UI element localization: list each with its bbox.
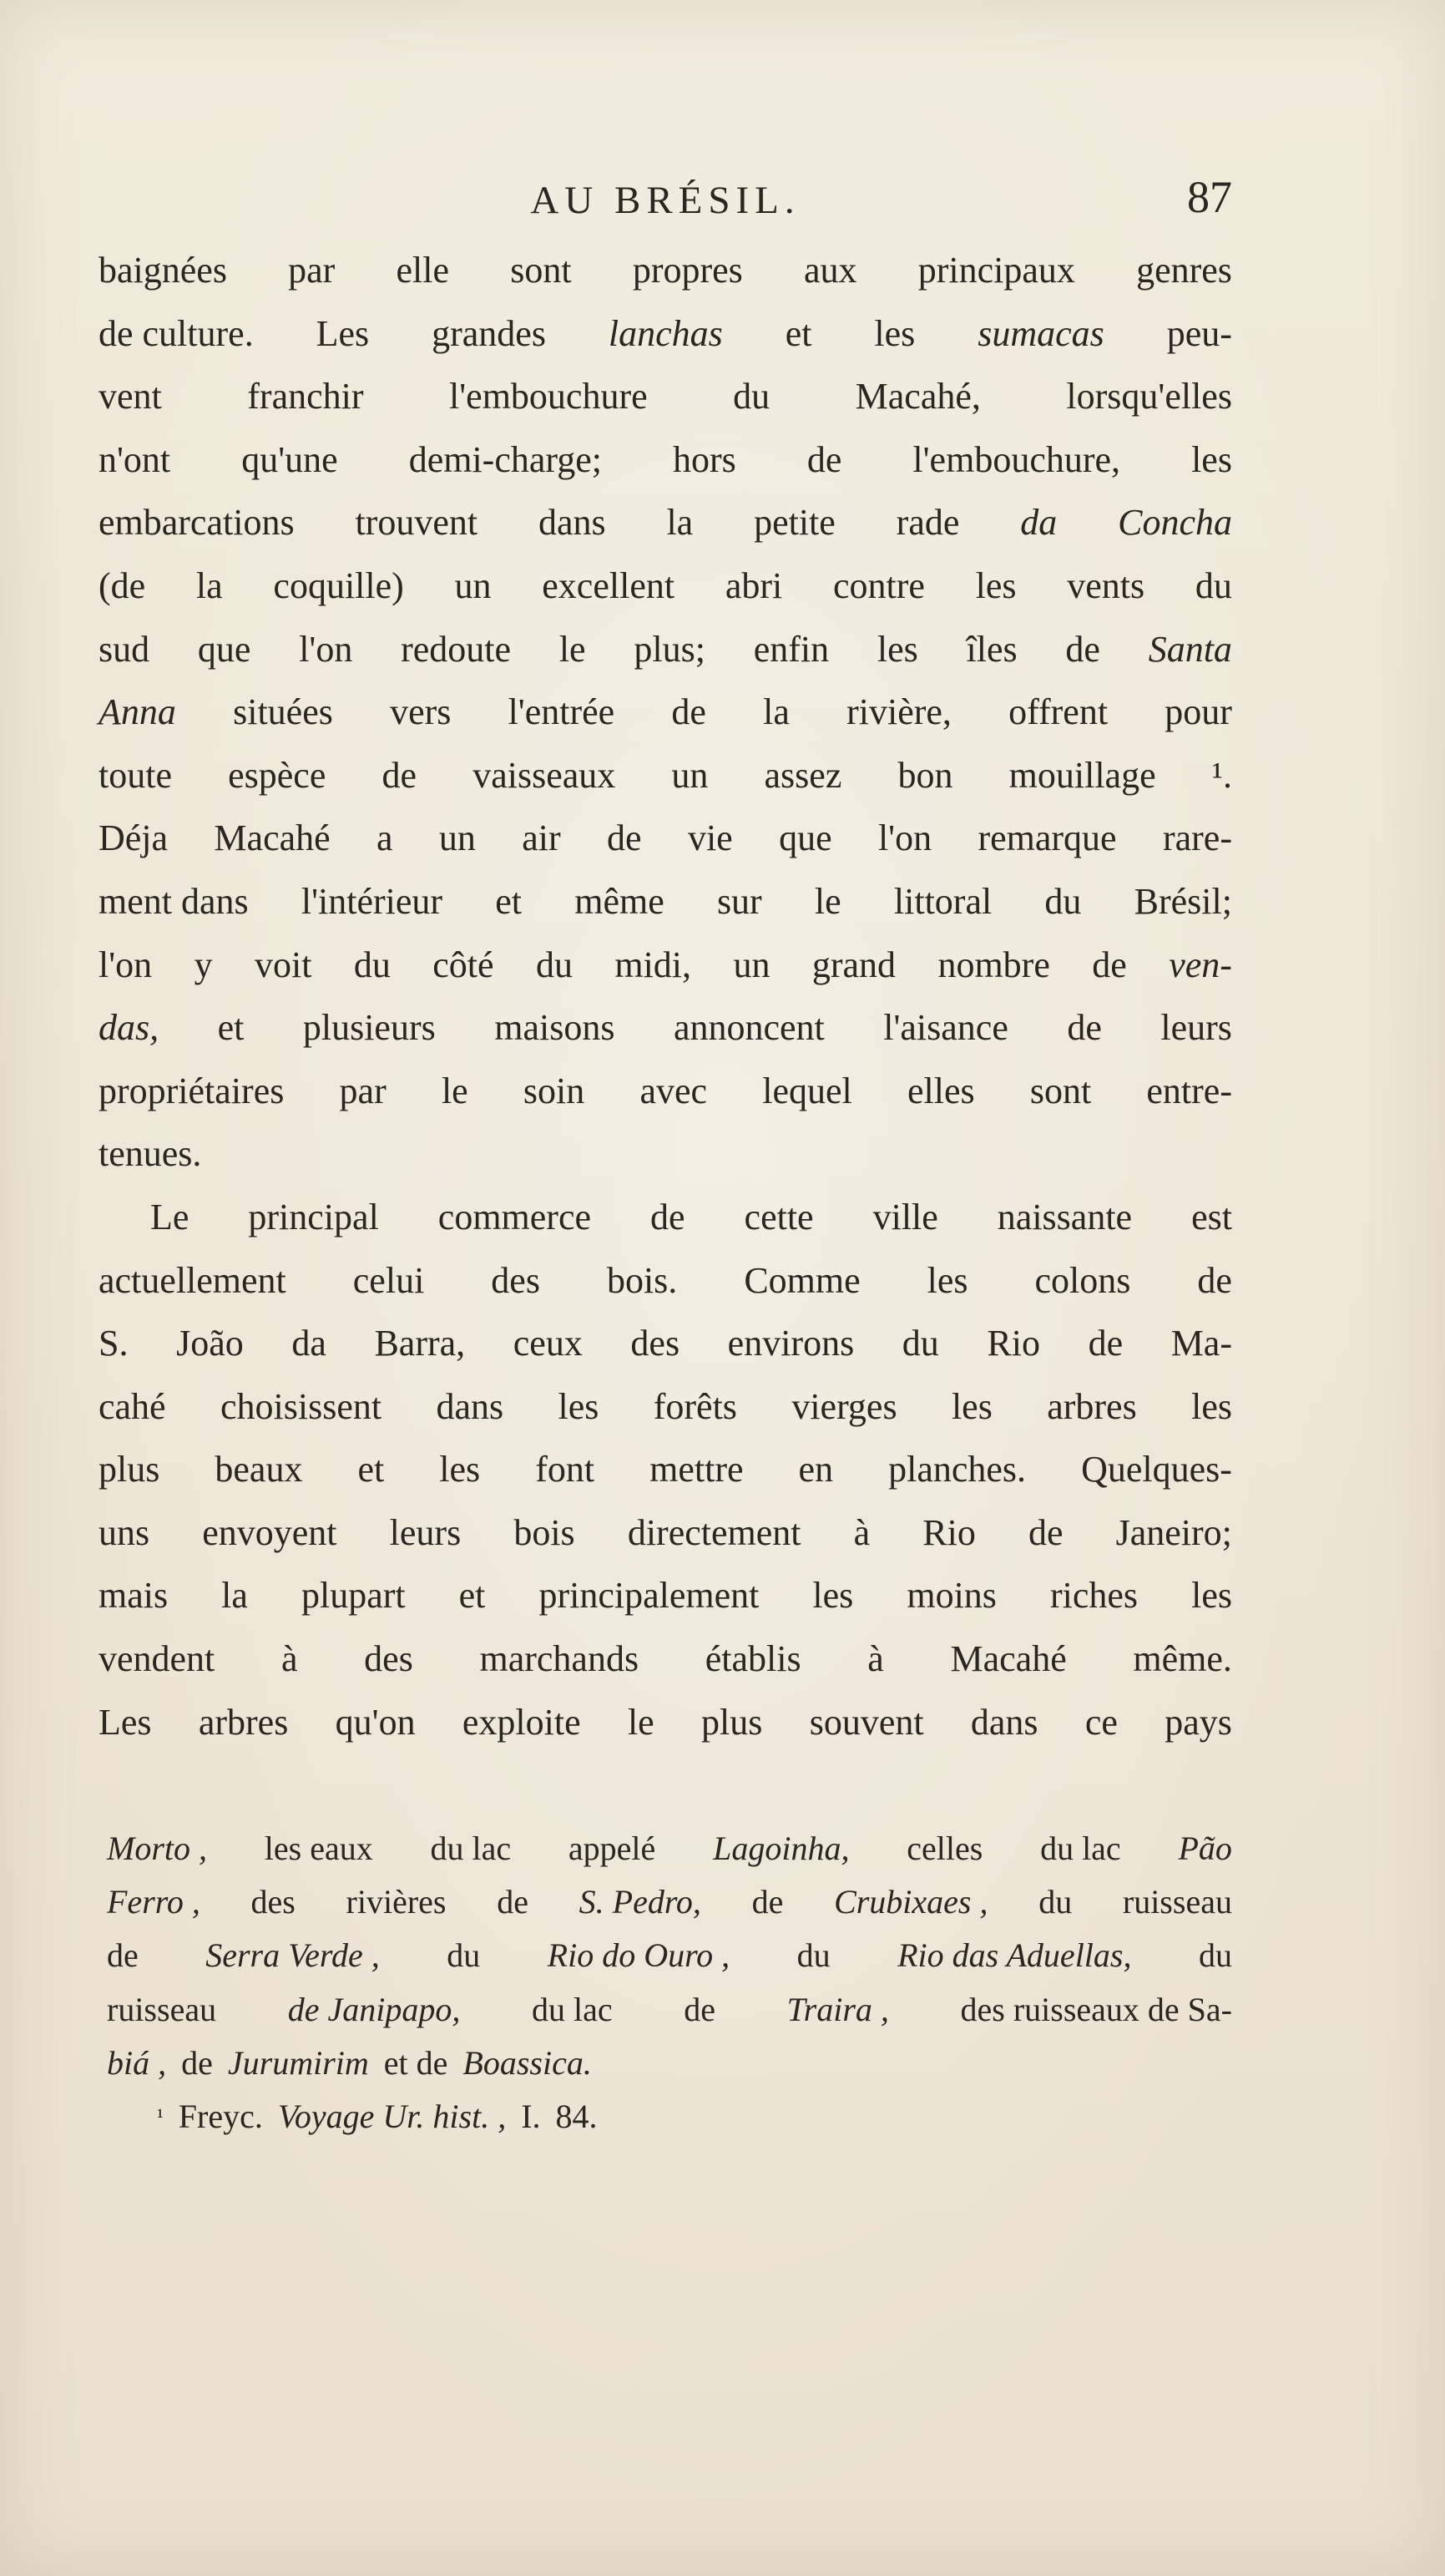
footnote-line: Morto , les eaux du lac appelé Lagoinha, celles du lac Pão (107, 1830, 1232, 1867)
text-line: mais la plupart et principalement les moins riches les (99, 1575, 1232, 1617)
text-line: uns envoyent leurs bois directement à Rio de Janeiro; (99, 1511, 1232, 1553)
text-line: cahé choisissent dans les forêts vierges les arbres les (99, 1385, 1232, 1427)
text-line: S. João da Barra, ceux des environs du Rio de Ma- (99, 1323, 1232, 1364)
text-line: tenues. (99, 1133, 202, 1175)
footnote-line: Ferro , des rivières de S. Pedro, de Crubixaes , du ruisseau (107, 1883, 1232, 1921)
text-line: de culture. Les grandes lanchas et les sumacas peu- (99, 312, 1232, 354)
main-text (99, 239, 1232, 1754)
text-line: toute espèce de vaisseaux un assez bon mouillage ¹. (99, 754, 1232, 796)
text-line: Le principal commerce de cette ville naissante est (150, 1196, 1232, 1237)
running-title: AU BRÉSIL. (530, 179, 801, 222)
text-line: sud que l'on redoute le plus; enfin les îles de Santa (99, 628, 1232, 670)
text-line: vent franchir l'embouchure du Macahé, lorsqu'elles (99, 376, 1232, 418)
text-line: actuellement celui des bois. Comme les colons de (99, 1259, 1232, 1301)
text-line: vendent à des marchands établis à Macahé même. (99, 1638, 1232, 1680)
text-line: n'ont qu'une demi-charge; hors de l'embouchure, les (99, 438, 1232, 480)
footnote-line: ¹ Freyc. Voyage Ur. hist. , I. 84. (107, 2090, 1232, 2143)
text-line: l'on y voit du côté du midi, un grand nombre de ven- (99, 944, 1232, 985)
text-line: Déja Macahé a un air de vie que l'on remarque rare- (99, 817, 1232, 859)
text-line: propriétaires par le soin avec lequel elles sont entre- (99, 1070, 1232, 1111)
footnote-line: biá , de Jurumirim et de Boassica. (107, 2043, 592, 2082)
text-line: plus beaux et les font mettre en planches. Quelques- (99, 1449, 1232, 1490)
text-line: (de la coquille) un excellent abri contre les vents du (99, 564, 1232, 606)
text-line: das, et plusieurs maisons annoncent l'aisance de leurs (99, 1007, 1232, 1049)
running-head (99, 171, 1232, 230)
footnotes (107, 1822, 1232, 2143)
footnote-line: de Serra Verde , du Rio do Ouro , du Rio das Aduellas, du (107, 1936, 1232, 1975)
text-line: baignées par elle sont propres aux principaux genres (99, 250, 1232, 291)
page-number: 87 (1187, 172, 1232, 222)
footnote-line: ruisseau de Janipapo, du lac de Traira , des ruisseaux de Sa- (107, 1990, 1232, 2028)
text-line: ment dans l'intérieur et même sur le littoral du Brésil; (99, 880, 1232, 922)
text-line: Les arbres qu'on exploite le plus souvent dans ce pays (99, 1701, 1232, 1743)
text-line: embarcations trouvent dans la petite rade da Concha (99, 502, 1232, 544)
footnote-marker: ¹ (157, 2103, 164, 2128)
text-line: Anna situées vers l'entrée de la rivière, offrent pour (99, 691, 1232, 733)
